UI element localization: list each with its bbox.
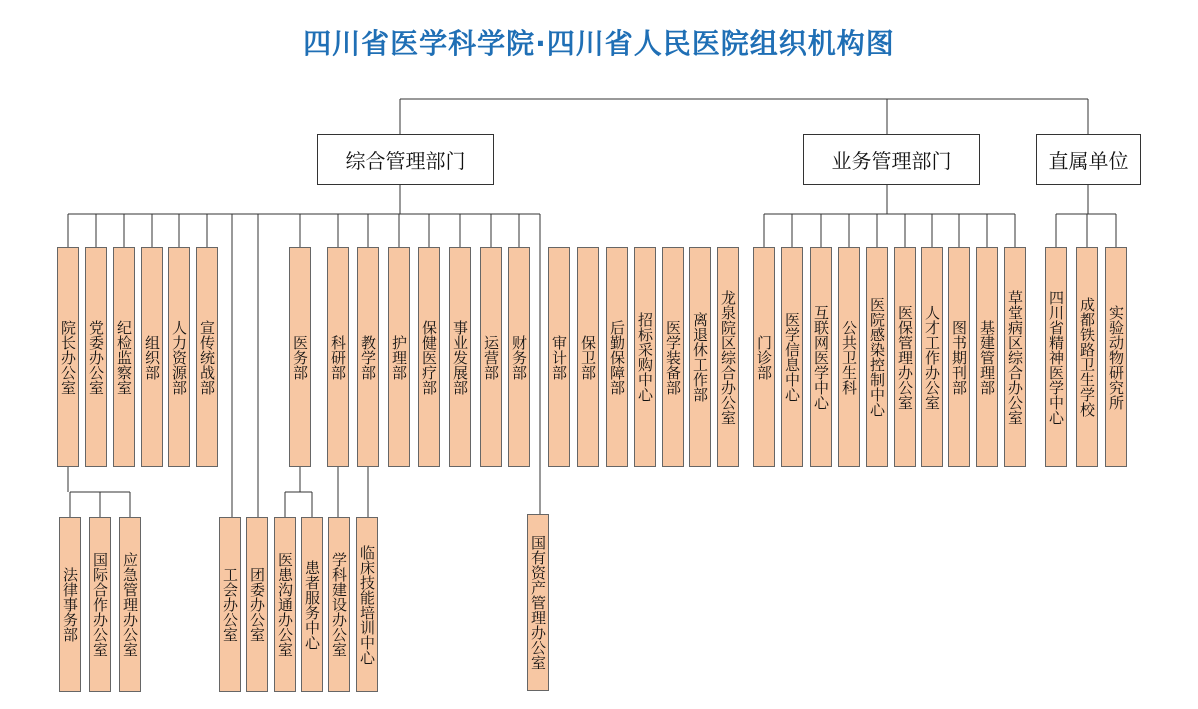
category-direct-units[interactable]: 直属单位: [1036, 134, 1141, 185]
unit-label: 互联网医学中心: [812, 304, 830, 410]
unit-party-committee-office[interactable]: [85, 247, 107, 467]
unit-label: 院长办公室: [59, 319, 77, 395]
unit-label: 学科建设办公室: [330, 552, 348, 657]
unit-label: 运营部: [482, 334, 500, 380]
unit-internet-medicine-center[interactable]: [810, 247, 832, 467]
unit-youth-league-office[interactable]: [246, 517, 268, 692]
unit-chengdu-railway-health-school[interactable]: [1076, 247, 1098, 467]
unit-label: 招标采购中心: [636, 312, 654, 402]
unit-medical-affairs-dept[interactable]: [289, 247, 311, 467]
unit-label: 法律事务部: [61, 567, 79, 642]
unit-label: 实验动物研究所: [1107, 304, 1125, 410]
unit-label: 组织部: [143, 334, 161, 380]
unit-label: 医务部: [291, 334, 309, 380]
unit-label: 医学信息中心: [783, 312, 801, 402]
unit-publicity-dept[interactable]: [196, 247, 218, 467]
unit-education-dept[interactable]: [357, 247, 379, 467]
unit-discipline-construction-office[interactable]: [328, 517, 350, 692]
unit-label: 宣传统战部: [198, 319, 216, 395]
unit-label: 医保管理办公室: [896, 304, 914, 410]
unit-operations-dept[interactable]: [480, 247, 502, 467]
category-general-management[interactable]: 综合管理部门: [317, 134, 494, 185]
unit-construction-dept[interactable]: [976, 247, 998, 467]
unit-talent-office[interactable]: [921, 247, 943, 467]
unit-label: 离退休工作部: [691, 312, 709, 402]
unit-label: 纪检监察室: [115, 319, 133, 395]
unit-procurement-center[interactable]: [634, 247, 656, 467]
unit-label: 成都铁路卫生学校: [1078, 297, 1096, 417]
unit-label: 审计部: [550, 334, 568, 380]
unit-sichuan-mental-health-center[interactable]: [1045, 247, 1067, 467]
unit-logistics-dept[interactable]: [606, 247, 628, 467]
unit-labor-union-office[interactable]: [219, 517, 241, 692]
unit-label: 龙泉院区综合办公室: [719, 289, 737, 425]
unit-label: 党委办公室: [87, 319, 105, 395]
category-business-management[interactable]: 业务管理部门: [803, 134, 980, 185]
unit-infection-control-center[interactable]: [866, 247, 888, 467]
unit-doctor-patient-communication-office[interactable]: [274, 517, 296, 692]
unit-label: 护理部: [390, 334, 408, 380]
unit-research-dept[interactable]: [327, 247, 349, 467]
unit-label: 国际合作办公室: [91, 552, 109, 657]
unit-label: 应急管理办公室: [121, 552, 139, 657]
unit-label: 图书期刊部: [950, 319, 968, 395]
unit-president-office[interactable]: [57, 247, 79, 467]
unit-emergency-management-office[interactable]: [119, 517, 141, 692]
unit-label: 公共卫生科: [840, 319, 858, 395]
unit-outpatient-dept[interactable]: [753, 247, 775, 467]
unit-label: 患者服务中心: [303, 559, 321, 650]
unit-label: 临床技能培训中心: [358, 544, 376, 665]
unit-legal-affairs-dept[interactable]: [59, 517, 81, 692]
unit-library-journal-dept[interactable]: [948, 247, 970, 467]
unit-medical-equipment-dept[interactable]: [662, 247, 684, 467]
unit-label: 草堂病区综合办公室: [1006, 289, 1024, 425]
unit-clinical-skills-training-center[interactable]: [356, 517, 378, 692]
unit-label: 后勤保障部: [608, 319, 626, 395]
unit-label: 人才工作办公室: [923, 304, 941, 410]
unit-discipline-inspection-office[interactable]: [113, 247, 135, 467]
unit-label: 基建管理部: [978, 319, 996, 395]
unit-label: 事业发展部: [451, 319, 469, 395]
unit-public-health-dept[interactable]: [838, 247, 860, 467]
unit-label: 教学部: [359, 334, 377, 380]
unit-health-care-dept[interactable]: [418, 247, 440, 467]
unit-label: 保卫部: [579, 334, 597, 380]
chart-title: 四川省医学科学院·四川省人民医院组织机构图: [303, 27, 895, 60]
unit-patient-service-center[interactable]: [301, 517, 323, 692]
unit-finance-dept[interactable]: [508, 247, 530, 467]
unit-label: 工会办公室: [221, 567, 239, 642]
unit-human-resources-dept[interactable]: [168, 247, 190, 467]
unit-security-dept[interactable]: [577, 247, 599, 467]
unit-medical-insurance-office[interactable]: [894, 247, 916, 467]
unit-medical-informatics-center[interactable]: [781, 247, 803, 467]
unit-nursing-dept[interactable]: [388, 247, 410, 467]
unit-label: 医患沟通办公室: [276, 552, 294, 657]
unit-label: 人力资源部: [170, 319, 188, 395]
unit-label: 保健医疗部: [420, 319, 438, 395]
unit-retiree-affairs-dept[interactable]: [689, 247, 711, 467]
unit-state-assets-management-office[interactable]: [527, 514, 549, 691]
unit-label: 团委办公室: [248, 567, 266, 642]
unit-international-cooperation-office[interactable]: [89, 517, 111, 692]
unit-organization-dept[interactable]: [141, 247, 163, 467]
unit-label: 国有资产管理办公室: [529, 535, 547, 670]
unit-label: 门诊部: [755, 334, 773, 380]
unit-label: 科研部: [329, 334, 347, 380]
unit-label: 财务部: [510, 334, 528, 380]
unit-label: 医学装备部: [664, 319, 682, 395]
unit-caotang-ward-office[interactable]: [1004, 247, 1026, 467]
unit-longquan-campus-office[interactable]: [717, 247, 739, 467]
unit-development-dept[interactable]: [449, 247, 471, 467]
unit-laboratory-animal-institute[interactable]: [1105, 247, 1127, 467]
unit-label: 医院感染控制中心: [868, 297, 886, 417]
unit-audit-dept[interactable]: [548, 247, 570, 467]
unit-label: 四川省精神医学中心: [1047, 289, 1065, 425]
